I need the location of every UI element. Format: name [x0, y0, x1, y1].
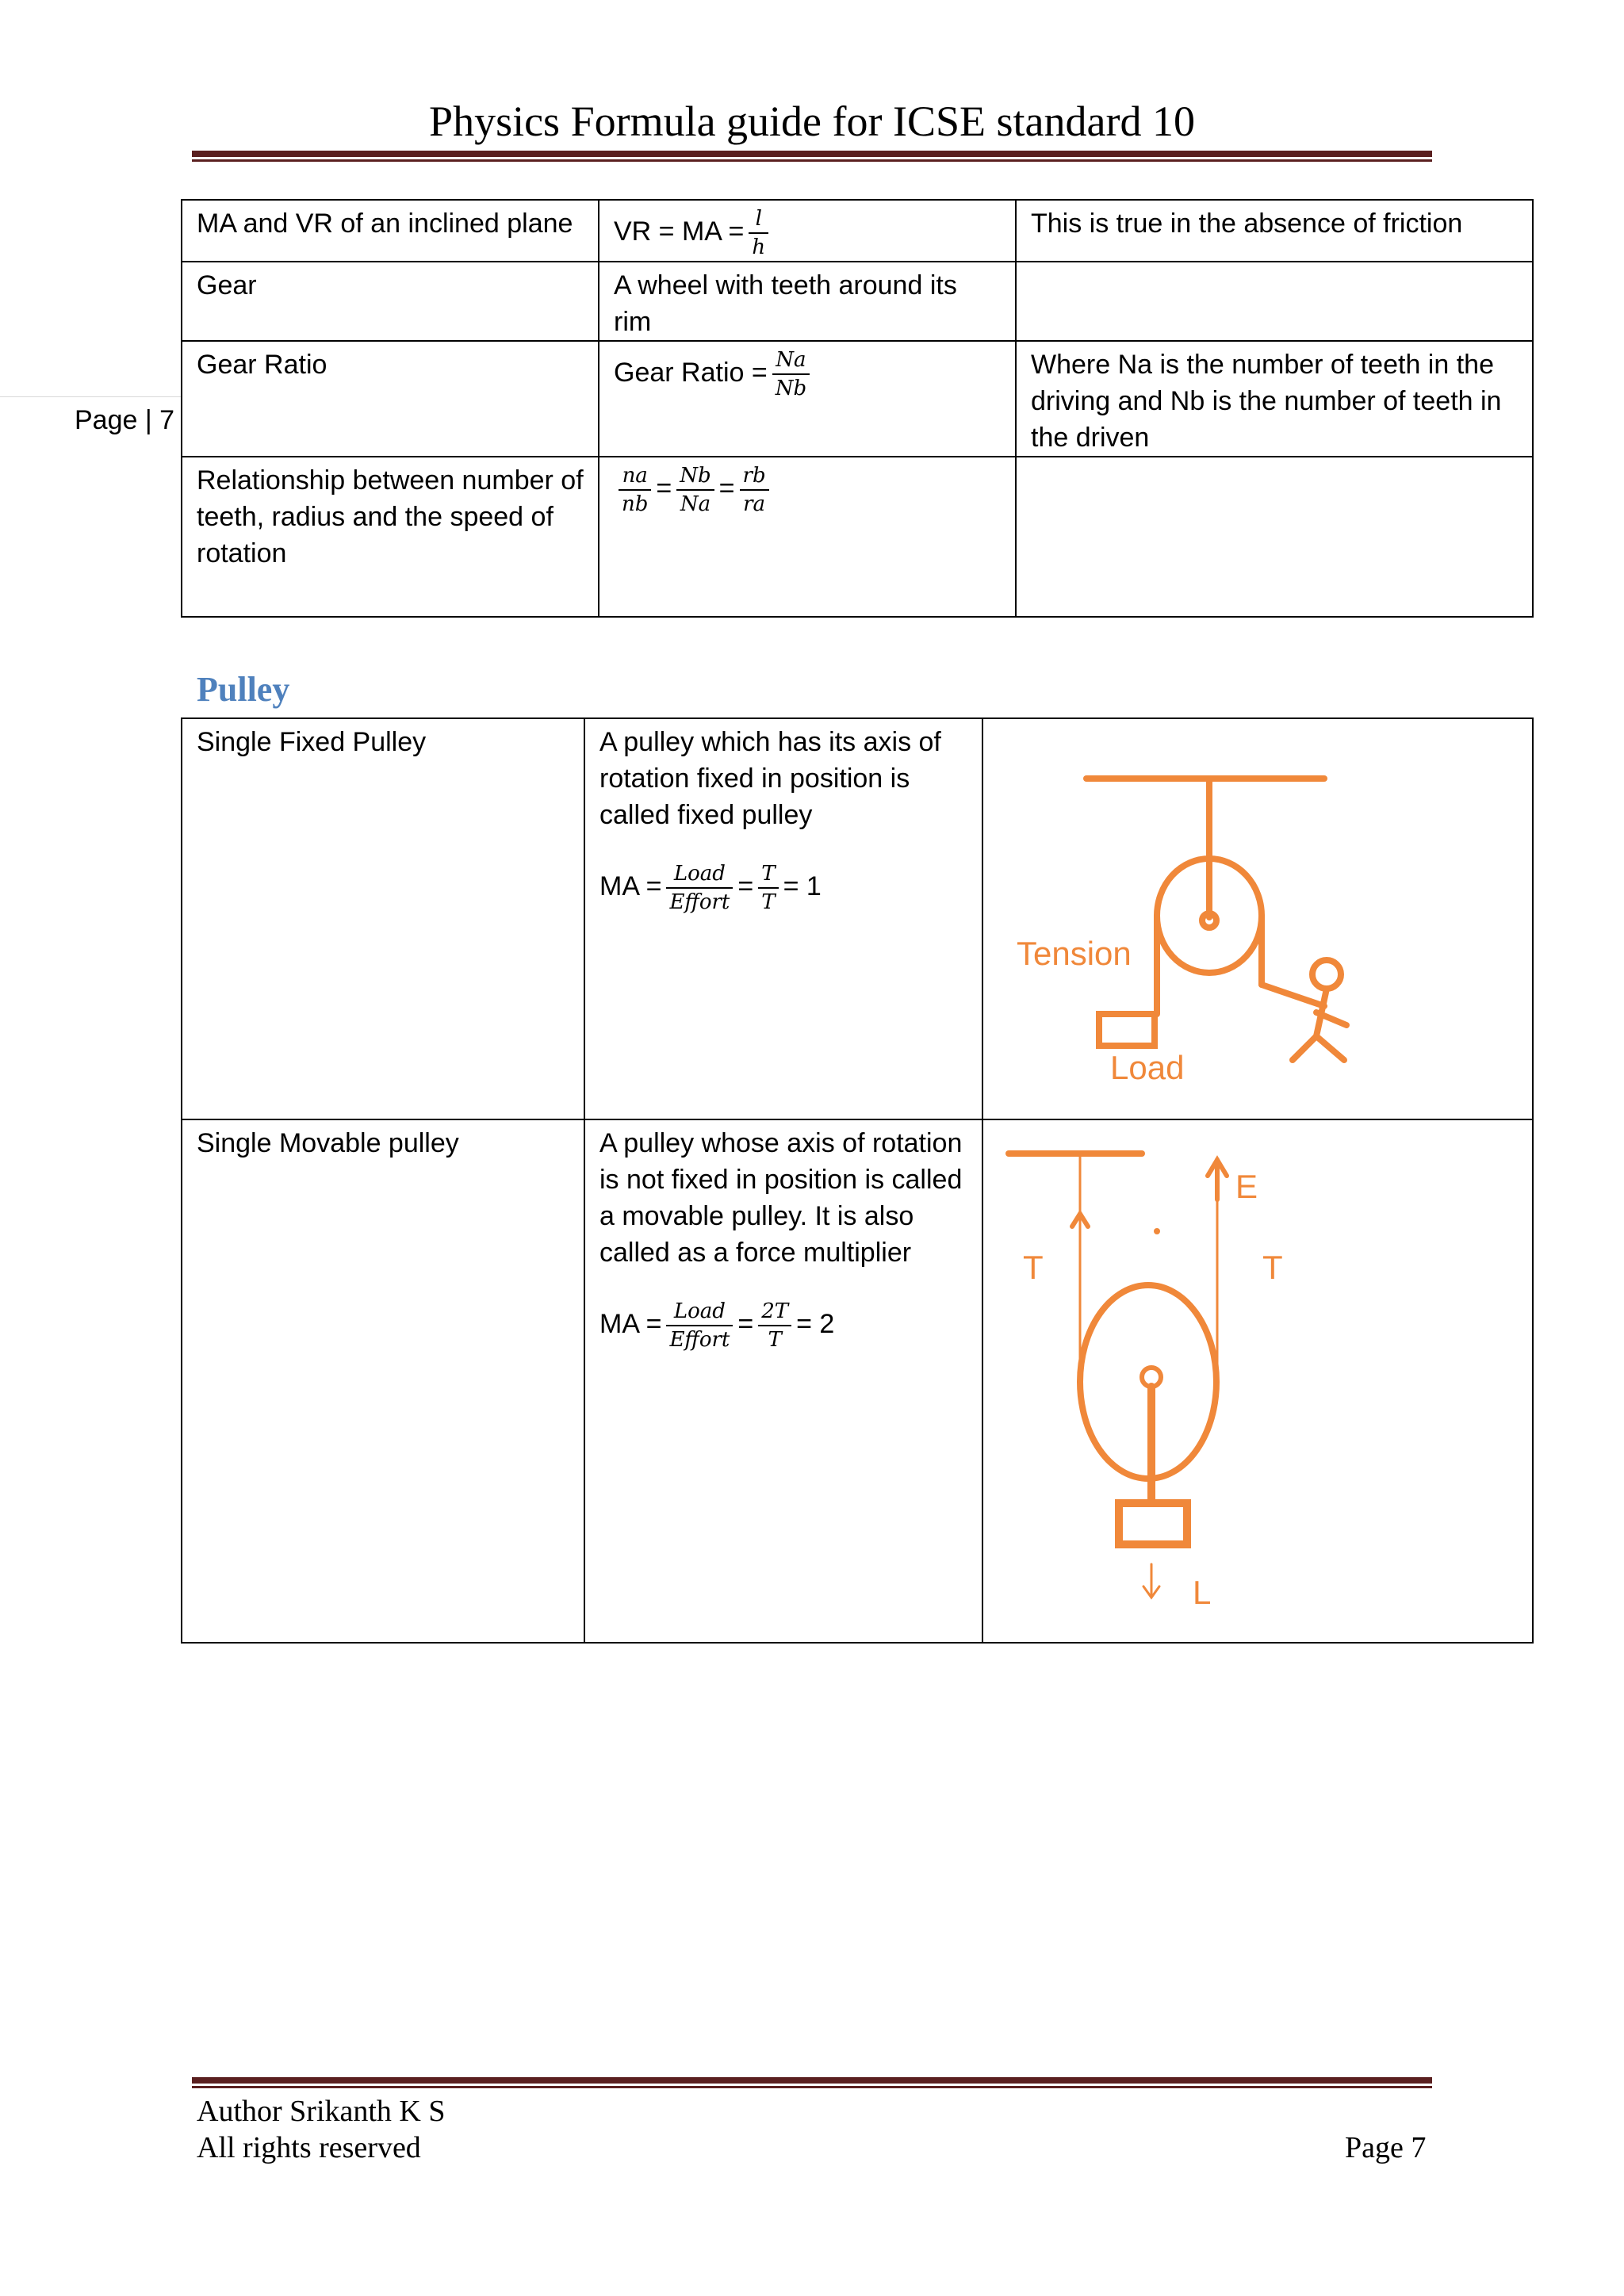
row-note [1016, 457, 1533, 617]
load-block [1099, 1014, 1155, 1046]
footer-rule [192, 2077, 1432, 2088]
side-page-label: Page | 7 [75, 405, 175, 435]
page-header-title: Physics Formula guide for ICSE standard 10 [429, 98, 1195, 145]
fraction-denominator: Na [680, 492, 711, 516]
fraction [740, 462, 769, 518]
formula [599, 860, 967, 916]
row-name: Relationship between number of teeth, radius and the speed of rotation [182, 457, 599, 617]
row-description-formula [584, 1119, 982, 1643]
row-name: Single Fixed Pulley [182, 718, 584, 1119]
row-name: MA and VR of an inclined plane [182, 200, 599, 262]
footer-author: Author Srikanth K S [197, 2095, 446, 2128]
fraction [666, 860, 733, 916]
formula [614, 207, 773, 259]
tension-label-left: T [1023, 1249, 1044, 1286]
row-name: Gear Ratio [182, 341, 599, 457]
person-head [1312, 960, 1341, 989]
row-description: A pulley which has its axis of rotation fixed in position is called fixed pulley [599, 727, 941, 830]
effort-label: E [1235, 1168, 1258, 1205]
fraction-numerator: 2T [758, 1298, 791, 1326]
row-name: Single Movable pulley [182, 1119, 584, 1643]
person-leg-right [1316, 1036, 1344, 1060]
formula [614, 348, 814, 400]
person-leg-left [1293, 1036, 1316, 1060]
section-heading-pulley: Pulley [197, 670, 290, 709]
row-note: Where Na is the number of teeth in the driving and Nb is the number of teeth in the driven [1016, 341, 1533, 457]
tension-label: Tension [1017, 935, 1132, 972]
equals-sign: = [718, 473, 735, 503]
fraction-numerator: Nb [676, 462, 714, 491]
formula-result: = 1 [783, 871, 822, 901]
fraction-numerator: Load [666, 1298, 733, 1326]
table-row [182, 262, 1533, 341]
formula-prefix: MA = [599, 1308, 662, 1339]
fraction [666, 1298, 733, 1353]
row-formula [599, 457, 1016, 617]
fixed-pulley-diagram [983, 719, 1534, 1119]
movable-pulley-diagram-cell [982, 1119, 1533, 1643]
fraction-denominator: Effort [669, 890, 730, 914]
load-label: Load [1110, 1049, 1185, 1086]
formula-result: = 2 [796, 1308, 835, 1339]
row-note [1016, 262, 1533, 341]
fraction [619, 462, 651, 518]
fraction-numerator: Na [772, 346, 810, 375]
equals-sign: = [656, 473, 672, 503]
fraction-numerator: l [749, 205, 768, 234]
fraction-denominator: Effort [669, 1328, 730, 1352]
row-description: A wheel with teeth around its rim [599, 262, 1016, 341]
fraction-denominator: T [761, 890, 776, 914]
equals-sign: = [737, 1308, 754, 1339]
fraction-denominator: nb [622, 492, 649, 516]
row-note: This is true in the absence of friction [1016, 200, 1533, 262]
formula [599, 1298, 967, 1353]
fraction-denominator: ra [743, 492, 766, 516]
fraction-numerator: rb [740, 462, 769, 491]
fraction [758, 860, 778, 916]
tension-label-right: T [1262, 1249, 1283, 1286]
fraction-denominator: Nb [775, 377, 807, 400]
machines-table [181, 199, 1534, 618]
footer-rights: All rights reserved [197, 2131, 421, 2164]
table-row [182, 457, 1533, 617]
fraction-numerator: T [758, 860, 778, 889]
row-description: A pulley whose axis of rotation is not fixed in position is called a movable pulley. It is also called as a force multiplier [599, 1128, 963, 1268]
fraction-denominator: h [752, 235, 766, 259]
header-rule [192, 151, 1432, 162]
margin-rule [0, 396, 181, 397]
row-name: Gear [182, 262, 599, 341]
fraction-numerator: na [619, 462, 651, 491]
formula-prefix: VR = MA = [614, 216, 745, 247]
equals-sign: = [737, 871, 754, 901]
table-row [182, 341, 1533, 457]
movable-pulley-diagram [983, 1120, 1534, 1642]
pulley-table [181, 718, 1534, 1644]
dot-mark [1154, 1228, 1160, 1234]
formula-prefix: MA = [599, 871, 662, 901]
fraction [772, 346, 810, 402]
table-row [182, 718, 1533, 1119]
fraction-numerator: Load [666, 860, 733, 889]
fraction [758, 1298, 791, 1353]
table-row [182, 200, 1533, 262]
formula-prefix: Gear Ratio = [614, 357, 768, 388]
formula [614, 464, 774, 516]
rope-to-person [1262, 985, 1324, 1006]
fraction [676, 462, 714, 518]
footer-page-number: Page 7 [1345, 2131, 1427, 2164]
fraction-denominator: T [768, 1328, 782, 1352]
row-description-formula [584, 718, 982, 1119]
row-formula [599, 341, 1016, 457]
row-formula [599, 200, 1016, 262]
load-block [1119, 1503, 1187, 1544]
table-row [182, 1119, 1533, 1643]
load-label: L [1193, 1574, 1212, 1611]
fixed-pulley-diagram-cell [982, 718, 1533, 1119]
fraction [749, 205, 768, 261]
